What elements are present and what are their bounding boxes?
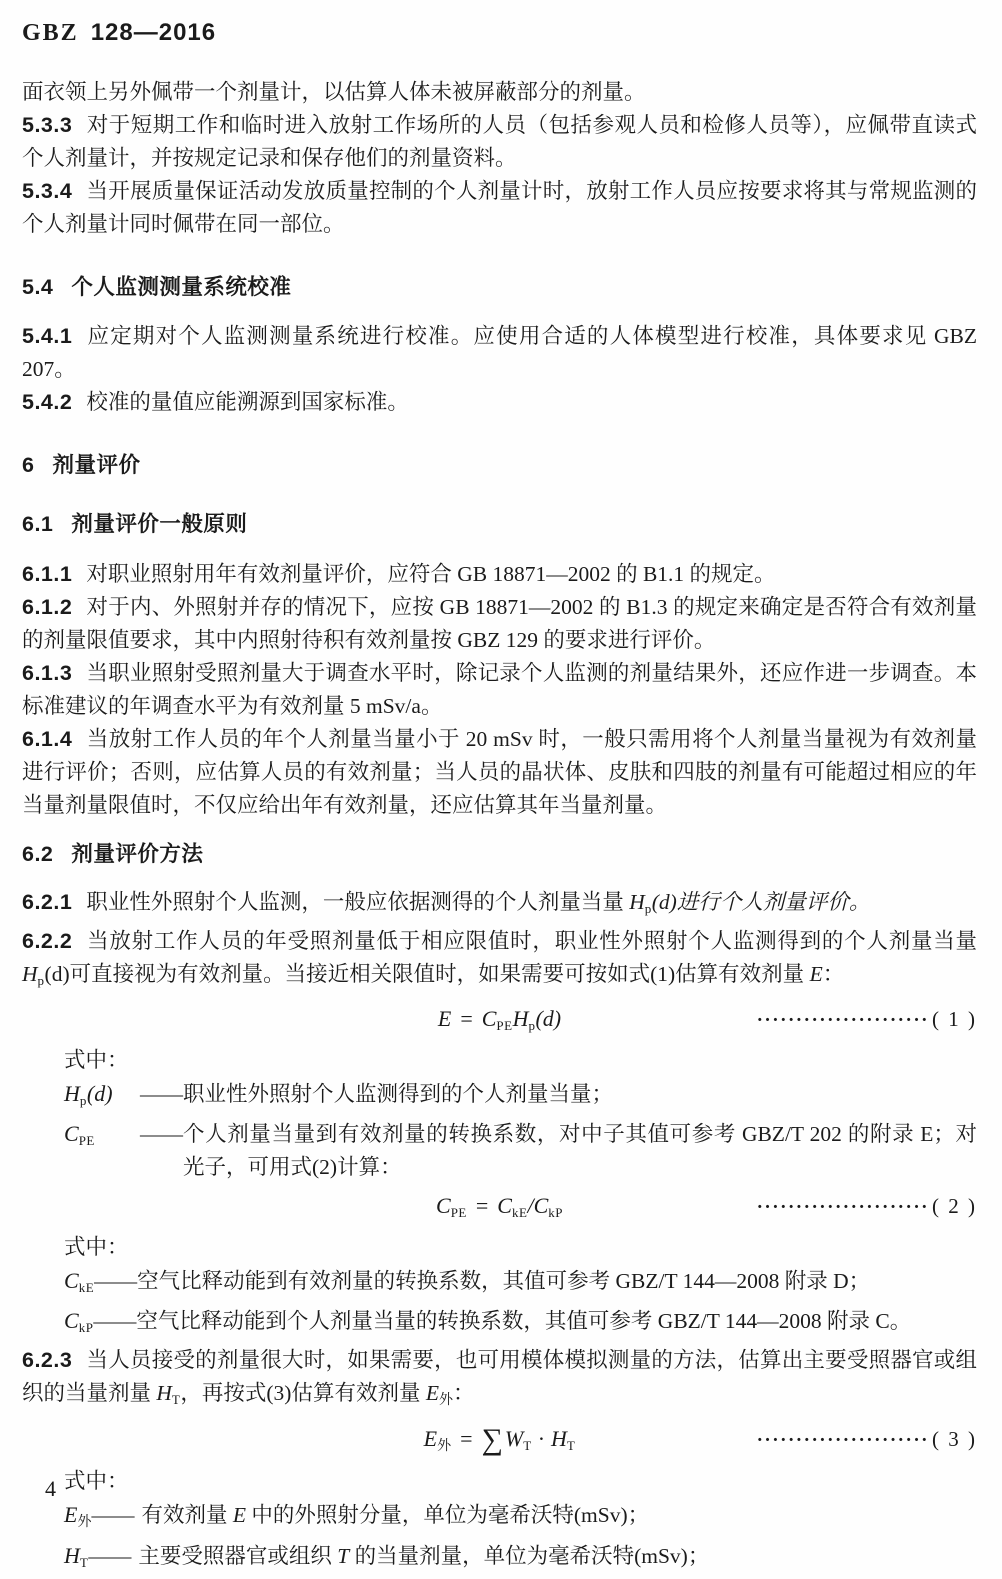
var-H: H (551, 1426, 567, 1451)
var-subscript: p (79, 1093, 87, 1108)
clause-text: 职业性外照射个人监测，一般应依据测得的个人剂量当量 (86, 890, 630, 914)
var-subscript: PE (496, 1018, 513, 1033)
var-C: C (64, 1121, 79, 1146)
paragraph-continuation: 面衣领上另外佩带一个剂量计，以估算人体未被屏蔽部分的剂量。 (22, 80, 646, 104)
heading-6-2 (22, 838, 977, 871)
clause-text: 当放射工作人员的年受照剂量低于相应限值时，职业性外照射个人监测得到的个人剂量当量 (86, 929, 977, 953)
sum-symbol: ∑ (481, 1423, 503, 1456)
definition-term (64, 1304, 93, 1344)
clause-6-2-3 (22, 1344, 977, 1417)
heading-number: 6.1 (22, 512, 54, 536)
equals-sign: = (460, 1006, 473, 1031)
formula-2-expression (436, 1193, 563, 1218)
standard-code-number: 128—2016 (90, 19, 217, 46)
standard-code-prefix: GBZ (22, 20, 79, 46)
var-subscript-cjk: 外 (438, 1393, 453, 1408)
var-C: C (64, 1308, 79, 1333)
clause-text: 当职业照射受照剂量大于调查水平时，除记录个人监测的剂量结果外，还应作进一步调查。本标准建议的年调查水平为有效剂量 5 mSv/a。 (22, 661, 977, 718)
var-E: E (437, 1006, 452, 1031)
var-C: C (497, 1193, 512, 1218)
clause-text: 当人员接受的剂量很大时，如果需要，也可用模体模拟测量的方法，估算出主要受照器官或组织的当量剂量 (22, 1348, 977, 1405)
clause-number: 6.1.3 (22, 661, 73, 685)
var-arg: (d) (86, 1081, 113, 1106)
clause-text: ： (822, 962, 845, 986)
var-arg: (d)进行个人剂量评价。 (651, 890, 871, 914)
clause-text: (d)可直接视为有效剂量。当接近相关限值时，如果需要可按如式(1)估算有效剂量 (44, 962, 810, 986)
heading-6 (22, 449, 977, 482)
var-subscript: T (523, 1438, 532, 1453)
clause-6-1-4 (22, 723, 977, 822)
clause-6-1-2 (22, 591, 977, 657)
var-arg: (d) (535, 1006, 562, 1031)
clause-6-1-3 (22, 657, 977, 723)
clause-text: 当放射工作人员的年个人剂量当量小于 20 mSv 时，一般只需用将个人剂量当量视为有效剂量进行评价；否则，应估算人员的有效剂量；当人员的晶状体、皮肤和四肢的剂量有可能超过相应的年当量剂量限值时，不仅应给出年有效剂量，还应估算其年当量剂量。 (22, 727, 977, 817)
heading-title: 个人监测测量系统校准 (71, 275, 292, 299)
definition-CPE (22, 1117, 977, 1184)
definition-term (64, 1539, 88, 1579)
definition-description: 个人剂量当量到有效剂量的转换系数，对中子其值可参考 GBZ/T 202 的附录 E；对光子，可用式(2)计算： (183, 1122, 977, 1179)
formula-1 (22, 1001, 977, 1044)
var-subscript: kP (78, 1320, 94, 1335)
clause-text: ： (452, 1381, 475, 1405)
where-label-1: 式中： (64, 1048, 129, 1072)
definition-Hpd (22, 1077, 977, 1117)
clause-text: 校准的量值应能溯源到国家标准。 (86, 390, 409, 414)
var-subscript-cjk: 外 (77, 1515, 92, 1530)
var-E: E (64, 1502, 78, 1527)
clause-number: 5.4.1 (22, 324, 73, 348)
heading-number: 6 (22, 453, 35, 477)
definition-Ewai (22, 1498, 977, 1539)
var-E: E (809, 962, 823, 986)
clause-number: 6.2.2 (22, 929, 73, 953)
definition-term (64, 1077, 140, 1117)
page-header (22, 18, 977, 48)
definition-dash: —— (93, 1309, 137, 1333)
definition-CkE (22, 1264, 977, 1304)
definition-text: 的当量剂量，单位为毫希沃特(mSv)； (349, 1544, 710, 1568)
clause-5-4-1 (22, 320, 977, 386)
var-C: C (64, 1268, 79, 1293)
var-C: C (481, 1006, 497, 1031)
var-subscript: T (566, 1438, 576, 1453)
var-C: C (436, 1193, 451, 1218)
var-subscript: p (37, 973, 45, 988)
definition-text: 主要受照器官或组织 (138, 1544, 338, 1568)
clause-text: ，再按式(3)估算有效剂量 (180, 1381, 426, 1405)
var-subscript: kE (78, 1280, 95, 1295)
clause-number: 6.2.1 (22, 890, 73, 914)
clause-text: 当开展质量保证活动发放质量控制的个人剂量计时，放射工作人员应按要求将其与常规监测的个人剂量计同时佩带在同一部位。 (22, 179, 977, 236)
var-subscript: T (79, 1555, 89, 1570)
definition-description: 空气比释动能到有效剂量的转换系数，其值可参考 GBZ/T 144—2008 附录 D； (137, 1269, 871, 1293)
definition-term (64, 1498, 91, 1539)
var-C: C (533, 1193, 549, 1218)
var-subscript: kP (548, 1205, 563, 1220)
definition-description: 空气比释动能到个人剂量当量的转换系数，其值可参考 GBZ/T 144—2008 附录 C。 (136, 1309, 912, 1333)
dot-leader: ······················ (756, 1010, 929, 1031)
var-subscript: p (528, 1018, 536, 1033)
var-H: H (64, 1543, 80, 1568)
definition-description (141, 1499, 977, 1532)
var-E: E (232, 1503, 246, 1527)
definition-dash: —— (140, 1082, 183, 1106)
var-T: T (337, 1544, 350, 1568)
var-W: W (504, 1426, 524, 1451)
var-Hp: H (22, 962, 38, 986)
clause-number: 6.1.2 (22, 595, 73, 619)
clause-6-2-1 (22, 886, 977, 925)
heading-5-4 (22, 271, 977, 304)
heading-title: 剂量评价 (52, 453, 141, 477)
var-subscript: PE (450, 1205, 467, 1220)
equation-leader (757, 1001, 977, 1039)
equation-leader (757, 1421, 977, 1459)
heading-title: 剂量评价方法 (71, 842, 204, 866)
formula-2 (22, 1188, 977, 1231)
formula-1-expression (438, 1006, 561, 1031)
var-subscript: kE (511, 1205, 528, 1220)
definition-text: 中的外照射分量，单位为毫希沃特(mSv)； (245, 1503, 650, 1527)
heading-number: 5.4 (22, 275, 54, 299)
definition-dash: —— (91, 1503, 135, 1527)
equals-sign: = (475, 1193, 489, 1218)
formula-3-expression (423, 1423, 576, 1456)
var-subscript: p (644, 901, 652, 916)
definition-description (138, 1540, 977, 1573)
definition-term (64, 1117, 140, 1157)
clause-5-3-3 (22, 109, 977, 175)
heading-number: 6.2 (22, 842, 54, 866)
var-E: E (423, 1426, 438, 1451)
equation-leader (757, 1188, 977, 1226)
equation-number: ( 3 ) (932, 1427, 977, 1451)
page-number: 4 (45, 1476, 56, 1501)
clause-number: 6.1.4 (22, 727, 73, 751)
dot-leader: ······················ (756, 1197, 929, 1218)
var-H: H (64, 1081, 80, 1106)
clause-number: 5.3.3 (22, 113, 73, 137)
clause-number: 5.3.4 (22, 179, 73, 203)
clause-text: 应定期对个人监测测量系统进行校准。应使用合适的人体模型进行校准，具体要求见 GBZ 207。 (22, 324, 977, 381)
where-label-3: 式中： (64, 1469, 129, 1493)
equation-number: ( 2 ) (932, 1194, 977, 1218)
definition-dash: —— (94, 1269, 138, 1293)
heading-6-1 (22, 508, 977, 541)
var-subscript: PE (78, 1133, 95, 1148)
heading-title: 剂量评价一般原则 (71, 512, 248, 536)
definition-dash: —— (88, 1544, 132, 1568)
clause-number: 6.1.1 (22, 562, 73, 586)
multiply-dot: · (537, 1426, 546, 1451)
clause-6-1-1 (22, 558, 977, 591)
clause-number: 5.4.2 (22, 390, 73, 414)
var-H: H (512, 1006, 529, 1031)
formula-3 (22, 1421, 977, 1465)
definition-HT (22, 1539, 977, 1579)
clause-number: 6.2.3 (22, 1348, 73, 1372)
definition-CkP (22, 1304, 977, 1344)
var-subscript-cjk: 外 (437, 1439, 452, 1454)
equals-sign: = (460, 1426, 473, 1451)
clause-6-2-2 (22, 925, 977, 997)
definition-description: 职业性外照射个人监测得到的个人剂量当量； (183, 1082, 614, 1106)
clause-text: 对于短期工作和临时进入放射工作场所的人员（包括参观人员和检修人员等），应佩带直读式个人剂量计，并按规定记录和保存他们的剂量资料。 (22, 113, 977, 170)
clause-5-3-4 (22, 175, 977, 241)
dot-leader: ······················ (756, 1430, 929, 1451)
definition-text: 有效剂量 (141, 1503, 233, 1527)
var-H: H (156, 1381, 172, 1405)
equation-number: ( 1 ) (932, 1007, 977, 1031)
var-E: E (425, 1381, 439, 1405)
clause-text: 对职业照射用年有效剂量评价，应符合 GB 18871—2002 的 B1.1 的规定。 (86, 562, 776, 586)
divide-sign: / (527, 1193, 534, 1218)
definition-dash: —— (140, 1122, 183, 1146)
definition-term (64, 1264, 94, 1304)
var-subscript: T (171, 1392, 181, 1407)
clause-5-4-2 (22, 386, 977, 419)
clause-text: 对于内、外照射并存的情况下，应按 GB 18871—2002 的 B1.3 的规定来确定是否符合有效剂量的剂量限值要求，其中内照射待积有效剂量按 GBZ 129 的要求进行评价。 (22, 595, 977, 652)
var-Hp: H (629, 890, 645, 914)
where-label-2: 式中： (64, 1235, 129, 1259)
